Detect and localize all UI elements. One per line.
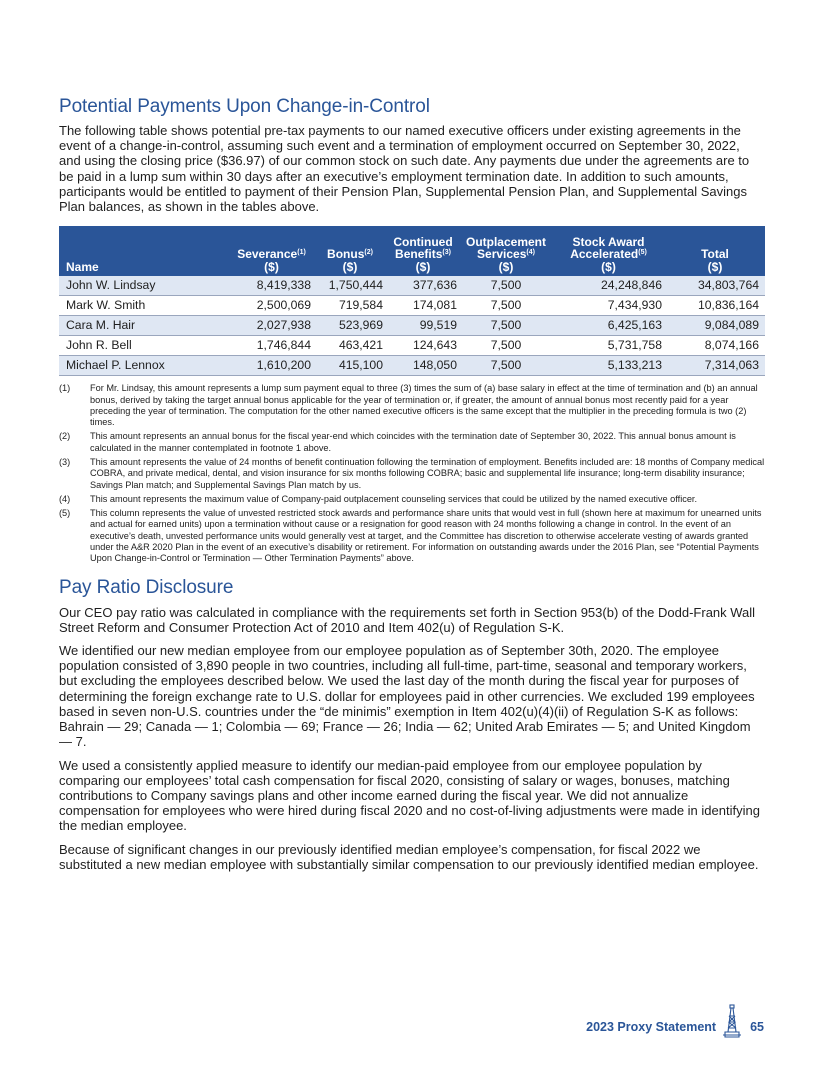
header-bonus: Bonus$^{(2)}$ ($) (314, 226, 386, 276)
cell-total: 7,314,063 (665, 356, 765, 376)
cell-severance: 1,610,200 (229, 356, 314, 376)
cell-severance: 2,027,938 (229, 316, 314, 336)
cell-benefits: 124,643 (386, 336, 460, 356)
cell-name: Michael P. Lennox (59, 356, 229, 376)
cell-total: 34,803,764 (665, 276, 765, 296)
cell-outplacement: 7,500 (460, 276, 552, 296)
table-row (59, 336, 765, 356)
footer-label: 2023 Proxy Statement (586, 1020, 717, 1034)
header-continued-benefits: Continued Benefits$^{(3)}$ ($) (386, 226, 460, 276)
section-title-change-in-control: Potential Payments Upon Change-in-Control (59, 96, 430, 117)
pay-ratio-paragraph: Because of significant changes in our previously identified median employee’s compensation, for fiscal 2022 we substituted a new median employee with substantially similar compensation to our previously identified median employee. (59, 841, 759, 872)
cell-outplacement: 7,500 (460, 356, 552, 376)
table-row (59, 316, 765, 336)
pay-ratio-paragraph: We used a consistently applied measure to identify our median-paid employee from our employee population by comparing our employees’ total cash compensation for fiscal 2020, consisting of salary or wages, bonuses, matching contributions to Company savings plans and other income earned during the fiscal year. We did not annualize compensation for employees who were hired during fiscal 2020 and no cost-of-living adjustments were made in identifying the median employee. (59, 757, 760, 834)
cell-bonus: 523,969 (314, 316, 386, 336)
page-number: 65 (750, 1020, 764, 1034)
cell-bonus: 415,100 (314, 356, 386, 376)
table-header-row (59, 226, 765, 276)
header-severance: Severance$^{(1)}$ ($) (229, 226, 314, 276)
pay-ratio-paragraph: Our CEO pay ratio was calculated in compliance with the requirements set forth in Section 953(b) of the Dodd-Frank Wall Street Reform and Consumer Protection Act of 2010 and Item 402(u) of Regulation S-K. (59, 604, 756, 635)
intro-paragraph: The following table shows potential pre-tax payments to our named executive officers under existing agreements in the event of a change-in-control, assuming such event and a termination of employment occurred on September 30, 2022, and using the closing price ($36.97) of our common stock on such date. Any payments due under the agreements are to be paid in a lump sum within 30 days after an executive’s employment termination date. In addition to such amounts, participants would be entitled to payment of their Pension Plan, Supplemental Pension Plan, and Supplemental Savings Plan balances, as shown in the tables above. (59, 123, 750, 215)
header-outplacement-services: Outplacement Services$^{(4)}$ ($) (460, 226, 552, 276)
cell-name: John R. Bell (59, 336, 229, 356)
cell-bonus: 463,421 (314, 336, 386, 356)
cell-bonus: 719,584 (314, 296, 386, 316)
cell-stock: 7,434,930 (552, 296, 665, 316)
footnote: (2) This amount represents an annual bonus for the fiscal year-end which coincides with the termination date of September 30, 2022. This annual bonus amount is calculated in the manner contemplated in footnote 1 above. (59, 431, 736, 453)
cell-severance: 8,419,338 (229, 276, 314, 296)
footnote: (3) This amount represents the value of 24 months of benefit continuation following the termination of employment. Benefits included are: 18 months of Company medical COBRA, and private medical, dental, and vision insurance for six months following COBRA; basic and supplemental life insurance; long-term disability insurance; Savings Plan match; and Supplemental Savings Plan match by us. (59, 457, 765, 490)
derrick-logo-icon (722, 1004, 742, 1038)
cell-total: 10,836,164 (665, 296, 765, 316)
cell-outplacement: 7,500 (460, 316, 552, 336)
section-title-pay-ratio: Pay Ratio Disclosure (59, 576, 234, 598)
cell-severance: 2,500,069 (229, 296, 314, 316)
cell-bonus: 1,750,444 (314, 276, 386, 296)
cell-severance: 1,746,844 (229, 336, 314, 356)
cell-benefits: 377,636 (386, 276, 460, 296)
table-row (59, 296, 765, 316)
header-name: Name (59, 226, 229, 276)
cell-benefits: 99,519 (386, 316, 460, 336)
cell-stock: 6,425,163 (552, 316, 665, 336)
cell-outplacement: 7,500 (460, 336, 552, 356)
page-content (59, 96, 765, 872)
header-stock-award-accelerated: Stock Award Accelerated$^{(5)}$ ($) (552, 226, 665, 276)
pay-ratio-section (59, 577, 765, 872)
cell-benefits: 174,081 (386, 296, 460, 316)
change-in-control-table (59, 226, 765, 376)
footnote: (4) This amount represents the maximum value of Company-paid outplacement counseling services that could be utilized by the named executive officer. (59, 493, 698, 504)
cell-name: John W. Lindsay (59, 276, 229, 296)
header-total: Total ($) (665, 226, 765, 276)
cell-stock: 5,133,213 (552, 356, 665, 376)
pay-ratio-paragraph: We identified our new median employee from our employee population as of September 30th, 2020. The employee population consisted of 3,890 people in two countries, including all full-time, part-time, seasonal and temporary workers, but excluding the employees described below. We used the last day of the month during the fiscal year for purposes of determining the foreign exchange rate to U.S. dollar for employees paid in other currencies. We excluded 199 employees based in seven non-U.S. countries under the “de minimis” exemption in Item 402(u)(4)(ii) of Regulation S-K as follows: Bahrain — 29; Canada — 1; Colombia — 69; France — 26; India — 62; United Arab Emirates — 5; and United Kingdom — 7. (59, 643, 755, 750)
cell-outplacement: 7,500 (460, 296, 552, 316)
cell-stock: 5,731,758 (552, 336, 665, 356)
table-row (59, 276, 765, 296)
page-footer (586, 1004, 764, 1038)
cell-total: 9,084,089 (665, 316, 765, 336)
footnotes (59, 383, 765, 564)
cell-stock: 24,248,846 (552, 276, 665, 296)
footnote: (5) This column represents the value of unvested restricted stock awards and performance share units that would vest in full (shown here at maximum for unearned units and actual for earned units) upon a termination without cause or a resignation for good reason with 24 months following a change in control. In the event of an executive’s death, unvested performance units would generally vest at target, and the Committee has discretion to otherwise accelerate vesting of awards granted under the A&R 2020 Plan in the event of an executive’s disability or retirement. For information on outstanding awards under the 2016 Plan, see “Potential Payments Upon Change-in-Control or Termination — Other Termination Payments” above. (59, 508, 762, 564)
cell-total: 8,074,166 (665, 336, 765, 356)
cell-name: Mark W. Smith (59, 296, 229, 316)
cell-name: Cara M. Hair (59, 316, 229, 336)
table-row (59, 356, 765, 376)
footnote: (1) For Mr. Lindsay, this amount represents a lump sum payment equal to three (3) times the sum of (a) base salary in effect at the time of termination and (b) an annual bonus, derived by taking the target annual bonus applicable for the year of termination or, if greater, the amount of annual bonus most recently paid for a year preceding the year of termination. The computation for the other named executive officers is the same except that the multiplier in the preceding formula is two (2) times. (59, 383, 758, 428)
cell-benefits: 148,050 (386, 356, 460, 376)
